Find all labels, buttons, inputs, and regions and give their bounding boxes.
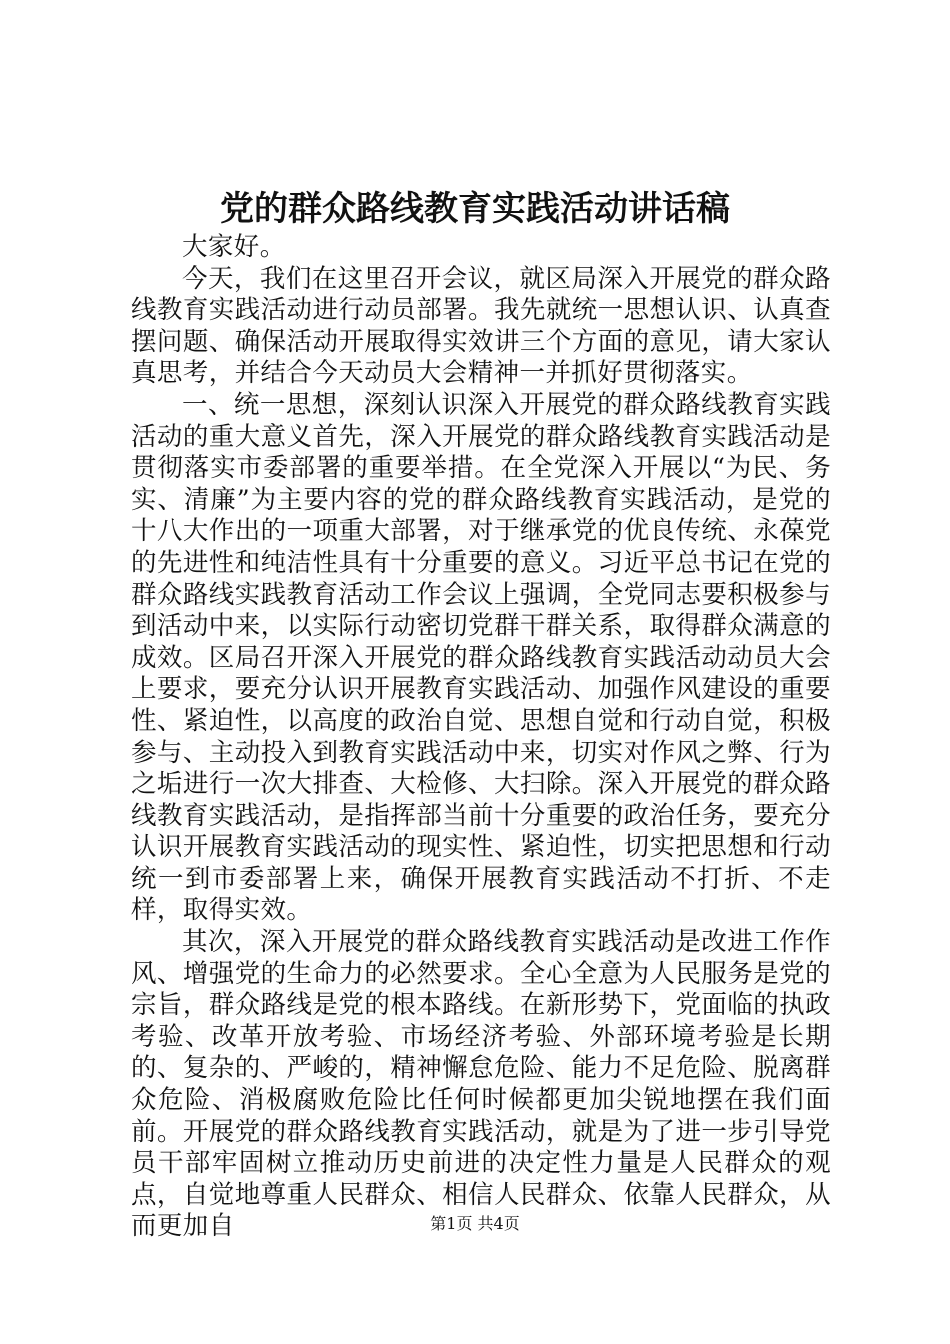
paragraph-section-one: 一、统一思想，深刻认识深入开展党的群众路线教育实践活动的重大意义首先，深入开展党的群众路线教育实践活动是贯彻落实市委部署的重要举措。在全党深入开展以“为民、务实、清廉”为主要内容的党的群众路线教育实践活动，是党的十八大作出的一项重大部署，对于继承党的优良传统、永葆党的先进性和纯洁性具有十分重要的意义。习近平总书记在党的群众路线实践教育活动工作会议上强调，全党同志要积极参与到活动中来，以实际行动密切党群干群关系，取得群众满意的成效。区局召开深入开展党的群众路线教育实践活动动员大会上要求，要充分认识开展教育实践活动、加强作风建设的重要性、紧迫性，以高度的政治自觉、思想自觉和行动自觉，积极参与、主动投入到教育实践活动中来，切实对作风之弊、行为之垢进行一次大排查、大检修、大扫除。深入开展党的群众路线教育实践活动，是指挥部当前十分重要的政治任务，要充分认识开展教育实践活动的现实性、紧迫性，切实把思想和行动统一到市委部署上来，确保开展教育实践活动不打折、不走样，取得实效。: [131, 389, 831, 926]
document-body: [131, 232, 831, 1243]
paragraph-greeting: 大家好。: [182, 232, 286, 262]
document-title: 党的群众路线教育实践活动讲话稿: [220, 189, 730, 229]
page-footer: 第1页 共4页: [430, 1214, 520, 1233]
paragraph-second-point: 其次，深入开展党的群众路线教育实践活动是改进工作作风、增强党的生命力的必然要求。全心全意为人民服务是党的宗旨，群众路线是党的根本路线。在新形势下，党面临的执政考验、改革开放考验、市场经济考验、外部环境考验是长期的、复杂的、严峻的，精神懈怠危险、能力不足危险、脱离群众危险、消极腐败危险比任何时候都更加尖锐地摆在我们面前。开展党的群众路线教育实践活动，就是为了进一步引导党员干部牢固树立推动历史前进的决定性力量是人民群众的观点，自觉地尊重人民群众、相信人民群众、依靠人民群众，从而更加自: [131, 927, 831, 1242]
paragraph-intro: 今天，我们在这里召开会议，就区局深入开展党的群众路线教育实践活动进行动员部署。我先就统一思想认识、认真查摆问题、确保活动开展取得实效讲三个方面的意见，请大家认真思考，并结合今天动员大会精神一并抓好贯彻落实。: [131, 263, 831, 389]
